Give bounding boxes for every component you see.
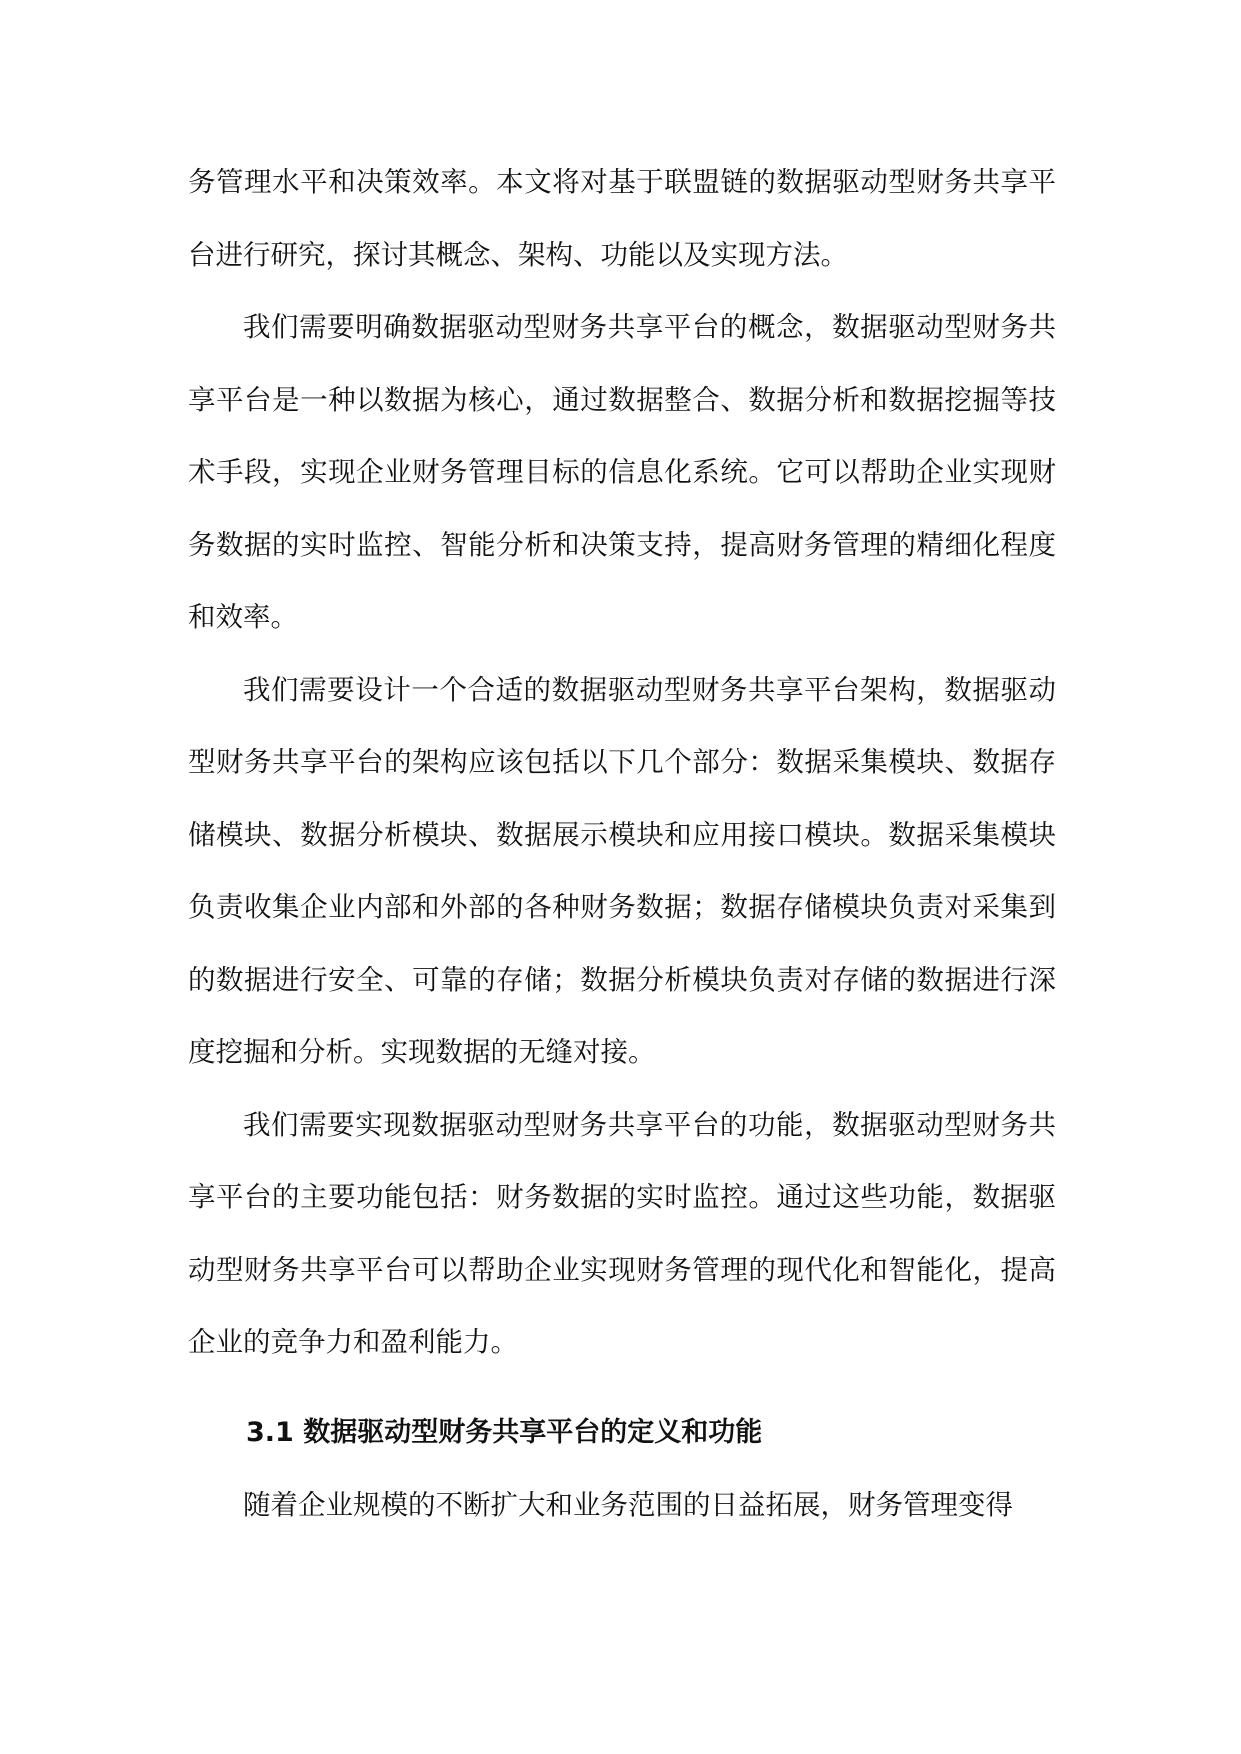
- paragraph-continuation: 务管理水平和决策效率。本文将对基于联盟链的数据驱动型财务共享平台进行研究，探讨其概念、架构、功能以及实现方法。: [188, 166, 1056, 271]
- section-heading: 3.1 数据驱动型财务共享平台的定义和功能: [246, 1416, 763, 1448]
- paragraph-section-intro: 随着企业规模的不断扩大和业务范围的日益拓展，财务管理变得: [243, 1488, 1013, 1521]
- paragraph-platform-functions: 我们需要实现数据驱动型财务共享平台的功能，数据驱动型财务共享平台的主要功能包括：财务数据的实时监控。通过这些功能，数据驱动型财务共享平台可以帮助企业实现财务管理的现代化和智能化，提高企业的竞争力和盈利能力。: [188, 1108, 1056, 1358]
- paragraph-platform-architecture: 我们需要设计一个合适的数据驱动型财务共享平台架构，数据驱动型财务共享平台的架构应该包括以下几个部分：数据采集模块、数据存储模块、数据分析模块、数据展示模块和应用接口模块。数据采集模块负责收集企业内部和外部的各种财务数据；数据存储模块负责对采集到的数据进行安全、可靠的存储；数据分析模块负责对存储的数据进行深度挖掘和分析。实现数据的无缝对接。: [188, 673, 1056, 1068]
- document-body: [188, 146, 1056, 1541]
- paragraph-platform-concept: 我们需要明确数据驱动型财务共享平台的概念，数据驱动型财务共享平台是一种以数据为核心，通过数据整合、数据分析和数据挖掘等技术手段，实现企业财务管理目标的信息化系统。它可以帮助企业实现财务数据的实时监控、智能分析和决策支持，提高财务管理的精细化程度和效率。: [188, 311, 1056, 633]
